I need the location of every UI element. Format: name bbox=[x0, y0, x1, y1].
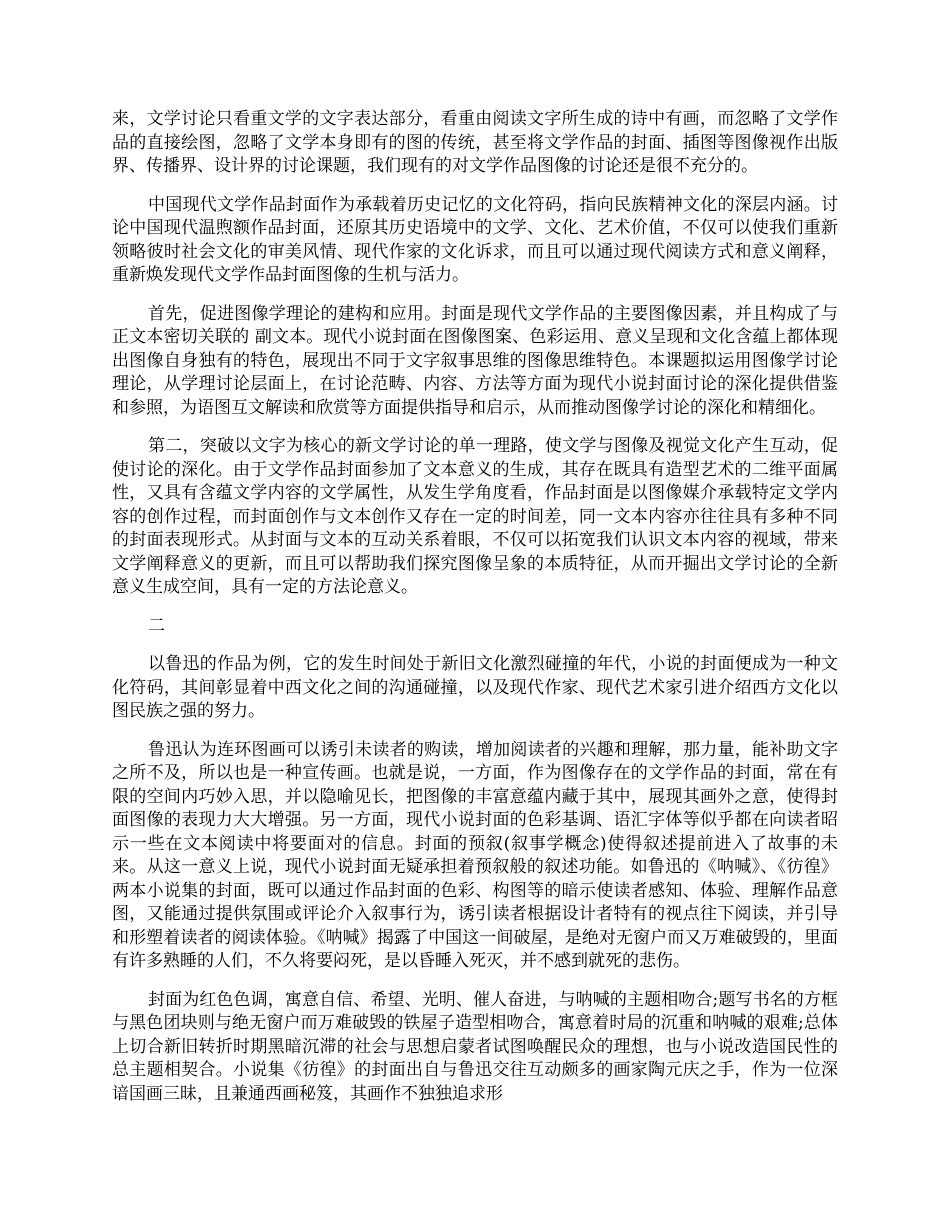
paragraph-7: 封面为红色色调，寓意自信、希望、光明、催人奋进，与呐喊的主题相吻合;题写书名的方框与黑色团块则与绝无窗户而万难破毁的铁屋子造型相吻合，寓意着时局的沉重和呐喊的艰难;总体上切合新旧转折时期黑暗沉滞的社会与思想启蒙者试图唤醒民众的理想，也与小说改造国民性的总主题相契合。小说集《彷徨》的封面出自与鲁迅交往互动颇多的画家陶元庆之手，作为一位深谙国画三昧，且兼通西画秘笈，其画作不独独追求形 bbox=[112, 989, 838, 1104]
section-heading-2: 二 bbox=[148, 615, 165, 636]
document-body bbox=[112, 108, 838, 1121]
paragraph-4: 第二，突破以文字为核心的新文学讨论的单一理路，使文学与图像及视觉文化产生互动，促使讨论的深化。由于文学作品封面参加了文本意义的生成，其存在既具有造型艺术的二维平面属性，又具有含蕴文学内容的文学属性，从发生学角度看，作品封面是以图像媒介承载特定文学内容的创作过程，而封面创作与文本创作又存在一定的时间差，同一文本内容亦往往具有多种不同的封面表现形式。从封面与文本的互动关系着眼，不仅可以拓宽我们认识文本内容的视域，带来文学阐释意义的更新，而且可以帮助我们探究图像呈象的本质特征，从而开掘出文学讨论的全新意义生成空间，具有一定的方法论意义。 bbox=[112, 436, 838, 597]
paragraph-1: 来，文学讨论只看重文学的文字表达部分，看重由阅读文字所生成的诗中有画，而忽略了文学作品的直接绘图，忽略了文学本身即有的图的传统，甚至将文学作品的封面、插图等图像视作出版界、传播界、设计界的讨论课题，我们现有的对文学作品图像的讨论还是很不充分的。 bbox=[112, 109, 838, 176]
paragraph-3: 首先，促进图像学理论的建构和应用。封面是现代文学作品的主要图像因素，并且构成了与正文本密切关联的 副文本。现代小说封面在图像图案、色彩运用、意义呈现和文化含蕴上都体现出图像自身独有的特色，展现出不同于文字叙事思维的图像思维特色。本课题拟运用图像学讨论理论，从学理讨论层面上，在讨论范畴、内容、方法等方面为现代小说封面讨论的深化提供借鉴和参照，为语图互文解读和欣赏等方面提供指导和启示，从而推动图像学讨论的深化和精细化。 bbox=[112, 303, 838, 418]
paragraph-5: 以鲁迅的作品为例，它的发生时间处于新旧文化激烈碰撞的年代，小说的封面便成为一种文化符码，其间彰显着中西文化之间的沟通碰撞，以及现代作家、现代艺术家引进介绍西方文化以图民族之强的努力。 bbox=[112, 654, 838, 721]
paragraph-2: 中国现代文学作品封面作为承载着历史记忆的文化符码，指向民族精神文化的深层内涵。讨论中国现代温煦额作品封面，还原其历史语境中的文学、文化、艺术价值，不仅可以使我们重新领略彼时社会文化的审美风情、现代作家的文化诉求，而且可以通过现代阅读方式和意义阐释，重新焕发现代文学作品封面图像的生机与活力。 bbox=[112, 194, 838, 285]
paragraph-6: 鲁迅认为连环图画可以诱引未读者的购读，增加阅读者的兴趣和理解，那力量，能补助文字之所不及，所以也是一种宣传画。也就是说，一方面，作为图像存在的文学作品的封面，常在有限的空间内巧妙入思，并以隐喻见长，把图像的丰富意蕴内藏于其中，展现其画外之意，使得封面图像的表现力大大增强。另一方面，现代小说封面的色彩基调、语汇字体等似乎都在向读者昭示一些在文本阅读中将要面对的信息。封面的预叙(叙事学概念)使得叙述提前进入了故事的未来。从这一意义上说，现代小说封面无疑承担着预叙般的叙述功能。如鲁迅的《呐喊》、《彷徨》两本小说集的封面，既可以通过作品封面的色彩、构图等的暗示使读者感知、体验、理解作品意图，又能通过提供氛围或评论介入叙事行为，诱引读者根据设计者特有的视点往下阅读，并引导和形塑着读者的阅读体验。《呐喊》揭露了中国这一间破屋，是绝对无窗户而又万难破毁的，里面有许多熟睡的人们，不久将要闷死，是以昏睡入死灭，并不感到就死的悲伤。 bbox=[112, 739, 838, 971]
